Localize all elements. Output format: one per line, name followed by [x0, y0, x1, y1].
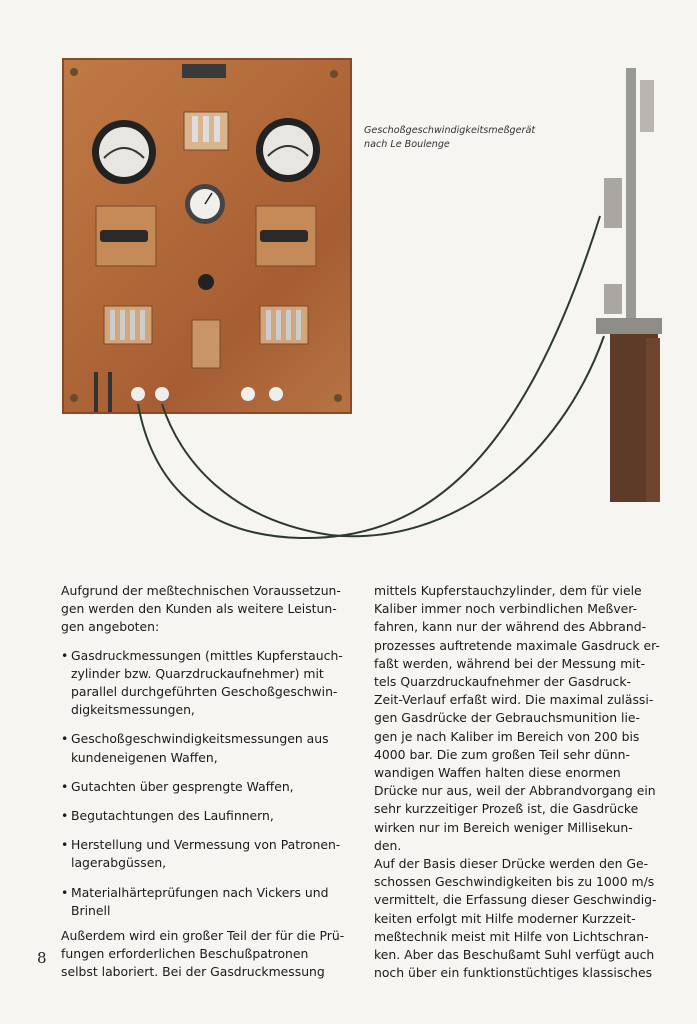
list-item — [61, 730, 353, 766]
text-line: lagerabgüssen, — [71, 855, 167, 871]
text-line: prozesses auftretende maximale Gasdruck er- — [374, 637, 660, 653]
text-line: kundeneigenen Waffen, — [71, 749, 218, 765]
list-item — [61, 884, 353, 920]
text-line: ken. Aber das Beschußamt Suhl verfügt auch — [374, 947, 655, 963]
text-line: zylinder bzw. Quarzdruckaufnehmer) mit — [71, 665, 324, 681]
text-line: Aufgrund der meßtechnischen Voraussetzun- — [61, 583, 341, 598]
instrument-board-photo — [62, 58, 352, 414]
text-line: fahren, kann nur der während des Abbrand- — [374, 619, 647, 635]
text-line: tels Quarzdruckaufnehmer der Gasdruck- — [374, 674, 632, 690]
text-line: wirken nur im Bereich weniger Millisekun- — [374, 819, 633, 835]
text-line: Auf der Basis dieser Drücke werden den Ge- — [374, 856, 649, 872]
text-line: Drücke nur aus, weil der Abbrandvorgang ein — [374, 783, 656, 799]
text-line: meßtechnik meist mit Hilfe von Lichtschran- — [374, 928, 649, 944]
text-line: gen werden den Kunden als weitere Leistun- — [61, 601, 337, 617]
text-line: sehr kurzzeitiger Prozeß ist, die Gasdrücke — [374, 801, 639, 817]
list-item — [61, 647, 353, 720]
caption-line-2: nach Le Boulenge — [364, 139, 450, 150]
text-line: vermittelt, die Erfassung dieser Geschwindig- — [374, 892, 657, 908]
text-line: • Materialhärteprüfungen nach Vickers und — [71, 884, 329, 900]
text-line: digkeitsmessungen, — [71, 702, 195, 718]
apparatus-illustration — [596, 68, 668, 502]
page-number: 8 — [37, 949, 47, 967]
le-boulenge-apparatus-photo — [596, 68, 668, 502]
closing-paragraph — [61, 927, 353, 982]
text-line: wandigen Waffen halten diese enormen — [374, 765, 621, 781]
text-line: • Geschoßgeschwindigkeitsmessungen aus — [71, 731, 329, 747]
text-line: fungen erforderlichen Beschußpatronen — [61, 946, 309, 962]
text-line: faßt werden, während bei der Messung mit- — [374, 655, 646, 671]
text-line: parallel durchgeführten Geschoßgeschwin- — [71, 684, 338, 700]
list-item — [61, 807, 353, 825]
text-line: 4000 bar. Die zum großen Teil sehr dünn- — [374, 746, 630, 762]
text-line: • Gasdruckmessungen (mittles Kupferstauch- — [71, 647, 343, 663]
right-text-column — [374, 582, 667, 982]
text-line: den. — [374, 837, 402, 853]
text-line: Brinell — [71, 902, 111, 918]
list-item — [61, 778, 353, 796]
text-line: keiten erfolgt mit Hilfe moderner Kurzzeit- — [374, 910, 636, 926]
text-line: gen Gasdrücke der Gebrauchsmunition lie- — [374, 710, 640, 726]
text-line: • Gutachten über gesprengte Waffen, — [71, 778, 294, 794]
text-line: Außerdem wird ein großer Teil der für die Prü- — [61, 928, 345, 944]
text-line: gen je nach Kaliber im Bereich von 200 bis — [374, 728, 640, 744]
text-line: selbst laboriert. Bei der Gasdruckmessung — [61, 964, 325, 980]
intro-paragraph — [61, 582, 353, 637]
services-list — [61, 647, 353, 920]
text-line: schossen Geschwindigkeiten bis zu 1000 m/s — [374, 874, 655, 890]
text-line: noch über ein funktionstüchtiges klassisches — [374, 965, 653, 981]
text-line: mittels Kupferstauchzylinder, dem für viele — [374, 583, 642, 598]
list-item — [61, 836, 353, 872]
photo-caption — [364, 124, 564, 152]
instrument-board-illustration — [62, 58, 352, 414]
text-line: • Begutachtungen des Laufinnern, — [71, 808, 274, 824]
left-text-column — [61, 582, 353, 982]
text-line: gen angeboten: — [61, 619, 160, 635]
caption-line-1: Geschoßgeschwindigkeitsmeßgerät — [364, 125, 536, 136]
text-line: • Herstellung und Vermessung von Patronen- — [71, 837, 341, 853]
right-paragraph — [374, 582, 667, 982]
text-line: Zeit-Verlauf erfaßt wird. Die maximal zulässi- — [374, 692, 654, 708]
text-line: Kaliber immer noch verbindlichen Meßver- — [374, 601, 638, 617]
